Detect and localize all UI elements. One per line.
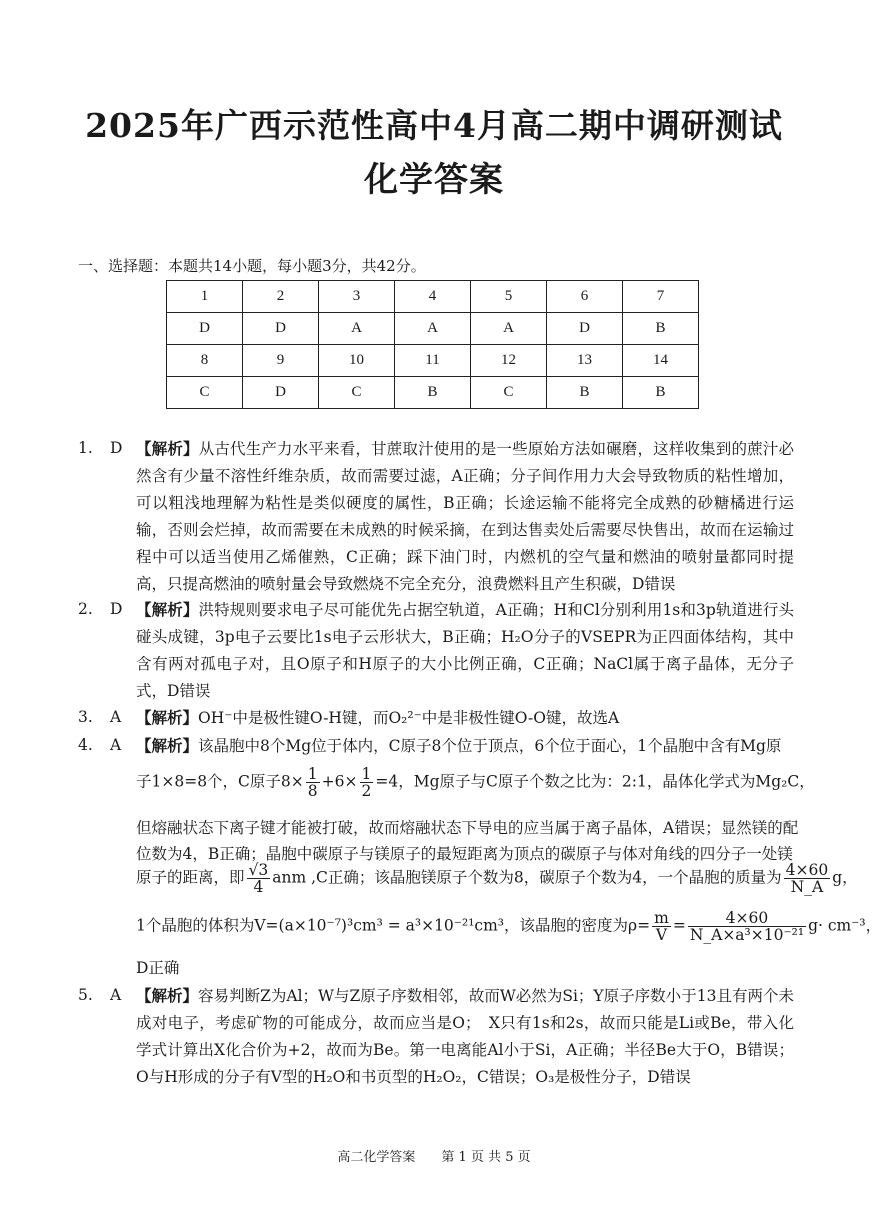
explanation-text: 从古代生产力水平来看，甘蔗取汁使用的是一些原始方法如碾磨，这样收集到的蔗汁必然含有少量不溶性纤维杂质，故而需要过滤，A正确；分子间作用力大会导致物质的粘性增加，可以粗浅地理解为粘性是类似硬度的属性，B正确；长途运输不能将完全成熟的砂糖橘进行运输，否则会烂掉，故而需要在未成熟的时候采摘，在到达售卖处后需要尽快售出，故而在运输过程中可以适当使用乙烯催熟，C正确；踩下油门时，内燃机的空气量和燃油的喷射量都同时提高，只提高燃油的喷射量会导致燃烧不完全充分，浪费燃料且产生积碳，D错误 [136, 440, 794, 593]
explanation-text: anm ,C正确；该晶胞镁原子个数为8，碳原子个数为4，一个晶胞的质量为 [272, 868, 782, 887]
analysis-tag: 【解析】 [136, 600, 199, 619]
table-cell: 14 [623, 345, 699, 377]
item-answer: D [110, 600, 123, 618]
explanation-text: 该晶胞中8个Mg位于体内，C原子8个位于顶点，6个位于面心，1个晶胞中含有Mg原 [198, 737, 782, 755]
table-cell: 10 [319, 345, 395, 377]
fraction [247, 862, 271, 895]
item-explanation [136, 704, 794, 732]
table-cell: 13 [547, 345, 623, 377]
numerator: √3 [248, 861, 269, 879]
item-answer: A [110, 736, 122, 754]
item-number: 4. [78, 736, 93, 754]
answer-item-5 [78, 982, 794, 1091]
item-answer: D [110, 439, 123, 457]
table-cell: 1 [167, 281, 243, 313]
table-cell: 12 [471, 345, 547, 377]
answer-item-1 [78, 435, 794, 598]
denominator: 8 [307, 782, 318, 800]
answer-item-2 [78, 596, 794, 705]
table-cell: C [167, 377, 243, 409]
numerator: 4×60 [688, 910, 806, 927]
fraction [306, 766, 320, 799]
fraction [652, 910, 671, 943]
table-cell: A [395, 313, 471, 345]
section-heading: 一、选择题：本题共14小题，每小题3分，共42分。 [78, 257, 426, 275]
table-cell: D [243, 377, 319, 409]
table-row [167, 313, 699, 345]
explanation-text: 洪特规则要求电子尽可能优先占据空轨道，A正确；H和Cl分别利用1s和3p轨道进行头碰头成键，3p电子云要比1s电子云形状大，B正确；H₂O分子的VSEPR为正四面体结构，其中含有两对孤电子对，且O原子和H原子的大小比例正确，C正确；NaCl属于离子晶体，无分子式，D错误 [136, 601, 794, 700]
page-footer: 高二化学答案 第 1 页 共 5 页 [337, 1150, 531, 1165]
table-cell: C [471, 377, 547, 409]
explanation-text: 1个晶胞的体积为V=(a×10⁻⁷)³cm³ = a³×10⁻²¹cm³，该晶胞的密度为ρ= [136, 916, 651, 935]
item-answer: A [110, 986, 122, 1004]
table-cell: B [395, 377, 471, 409]
item-answer: A [110, 708, 122, 726]
explanation-text: g· cm⁻³， [808, 916, 881, 935]
fraction [360, 766, 374, 799]
answer-table [166, 280, 699, 409]
table-cell: 8 [167, 345, 243, 377]
table-row [167, 345, 699, 377]
table-cell: C [319, 377, 395, 409]
explanation-line: 1个晶胞的体积为V=(a×10⁻⁷)³cm³ = a³×10⁻²¹cm³，该晶胞的密度为ρ= $\frac{m}{V}$ = $\frac{4\times 60}{\text{N\_A×a³×10⁻²¹}}$ g· cm⁻³， [136, 909, 881, 944]
item-explanation [136, 596, 794, 705]
answer-item-4 [78, 732, 794, 762]
table-row [167, 281, 699, 313]
analysis-tag: 【解析】 [136, 986, 199, 1005]
explanation-text: +6× [321, 772, 358, 791]
item-number: 3. [78, 708, 93, 726]
numerator: 4×60 [785, 861, 829, 879]
table-row [167, 377, 699, 409]
fraction [688, 910, 806, 943]
analysis-tag: 【解析】 [136, 736, 199, 755]
denominator: N_A×a³×10⁻²¹ [689, 926, 805, 944]
table-cell: A [319, 313, 395, 345]
denominator: 2 [361, 782, 372, 800]
explanation-text: 原子的距离，即 [136, 868, 245, 887]
table-cell: D [547, 313, 623, 345]
denominator: 4 [253, 878, 264, 896]
explanation-line: 位数为4，B正确；晶胞中碳原子与镁原子的最短距离为顶点的碳原子与体对角线的四分子一处镁 [136, 845, 793, 863]
table-cell: 9 [243, 345, 319, 377]
explanation-text: g， [832, 868, 858, 887]
explanation-line: 但熔融状态下离子键才能被打破，故而熔融状态下导电的应当属于离子晶体，A错误；显然镁的配 [136, 819, 799, 837]
page-subtitle: 化学答案 [364, 160, 504, 200]
explanation-line [136, 862, 858, 895]
item-explanation [136, 982, 794, 1091]
table-cell: 5 [471, 281, 547, 313]
table-cell: B [547, 377, 623, 409]
analysis-tag: 【解析】 [136, 439, 199, 458]
table-cell: 11 [395, 345, 471, 377]
table-cell: 2 [243, 281, 319, 313]
table-cell: B [623, 313, 699, 345]
table-cell: A [471, 313, 547, 345]
item-explanation [136, 732, 794, 760]
explanation-text: OH⁻中是极性键O-H键，而O₂²⁻中是非极性键O-O键，故选A [198, 709, 620, 727]
numerator: 1 [307, 765, 318, 783]
table-cell: 7 [623, 281, 699, 313]
numerator: 1 [361, 765, 372, 783]
table-cell: 3 [319, 281, 395, 313]
explanation-text: =4，Mg原子与C原子个数之比为：2:1，晶体化学式为Mg₂C， [375, 772, 815, 791]
page-title: 2025年广西示范性高中4月高二期中调研测试 [85, 106, 783, 145]
explanation-text: 容易判断Z为Al；W与Z原子序数相邻，故而W必然为Si；Y原子序数小于13且有两个未成对电子，考虑矿物的可能成分，故而应当是O； X只有1s和2s，故而只能是Li或Be，带入化学式计算出X化合价为+2，故而为Be。第一电离能Al小于Si，A正确；半径Be大于O，B错误；O与H形成的分子有V型的H₂O和书页型的H₂O₂，C错误；O₃是极性分子，D错误 [136, 987, 794, 1086]
denominator: N_A [790, 878, 824, 896]
explanation-line [136, 766, 815, 799]
analysis-tag: 【解析】 [136, 708, 199, 727]
item-number: 2. [78, 600, 93, 618]
fraction [784, 862, 831, 895]
item-number: 5. [78, 986, 93, 1004]
numerator: m [654, 909, 669, 927]
item-number: 1. [78, 439, 93, 457]
table-cell: D [243, 313, 319, 345]
table-cell: 4 [395, 281, 471, 313]
explanation-text: 子1×8=8个，C原子8× [136, 772, 304, 791]
table-cell: D [167, 313, 243, 345]
table-cell: B [623, 377, 699, 409]
denominator: V [655, 926, 668, 944]
answer-item-3 [78, 704, 794, 732]
item-explanation [136, 435, 794, 598]
table-cell: 6 [547, 281, 623, 313]
explanation-line: D正确 [136, 959, 180, 977]
